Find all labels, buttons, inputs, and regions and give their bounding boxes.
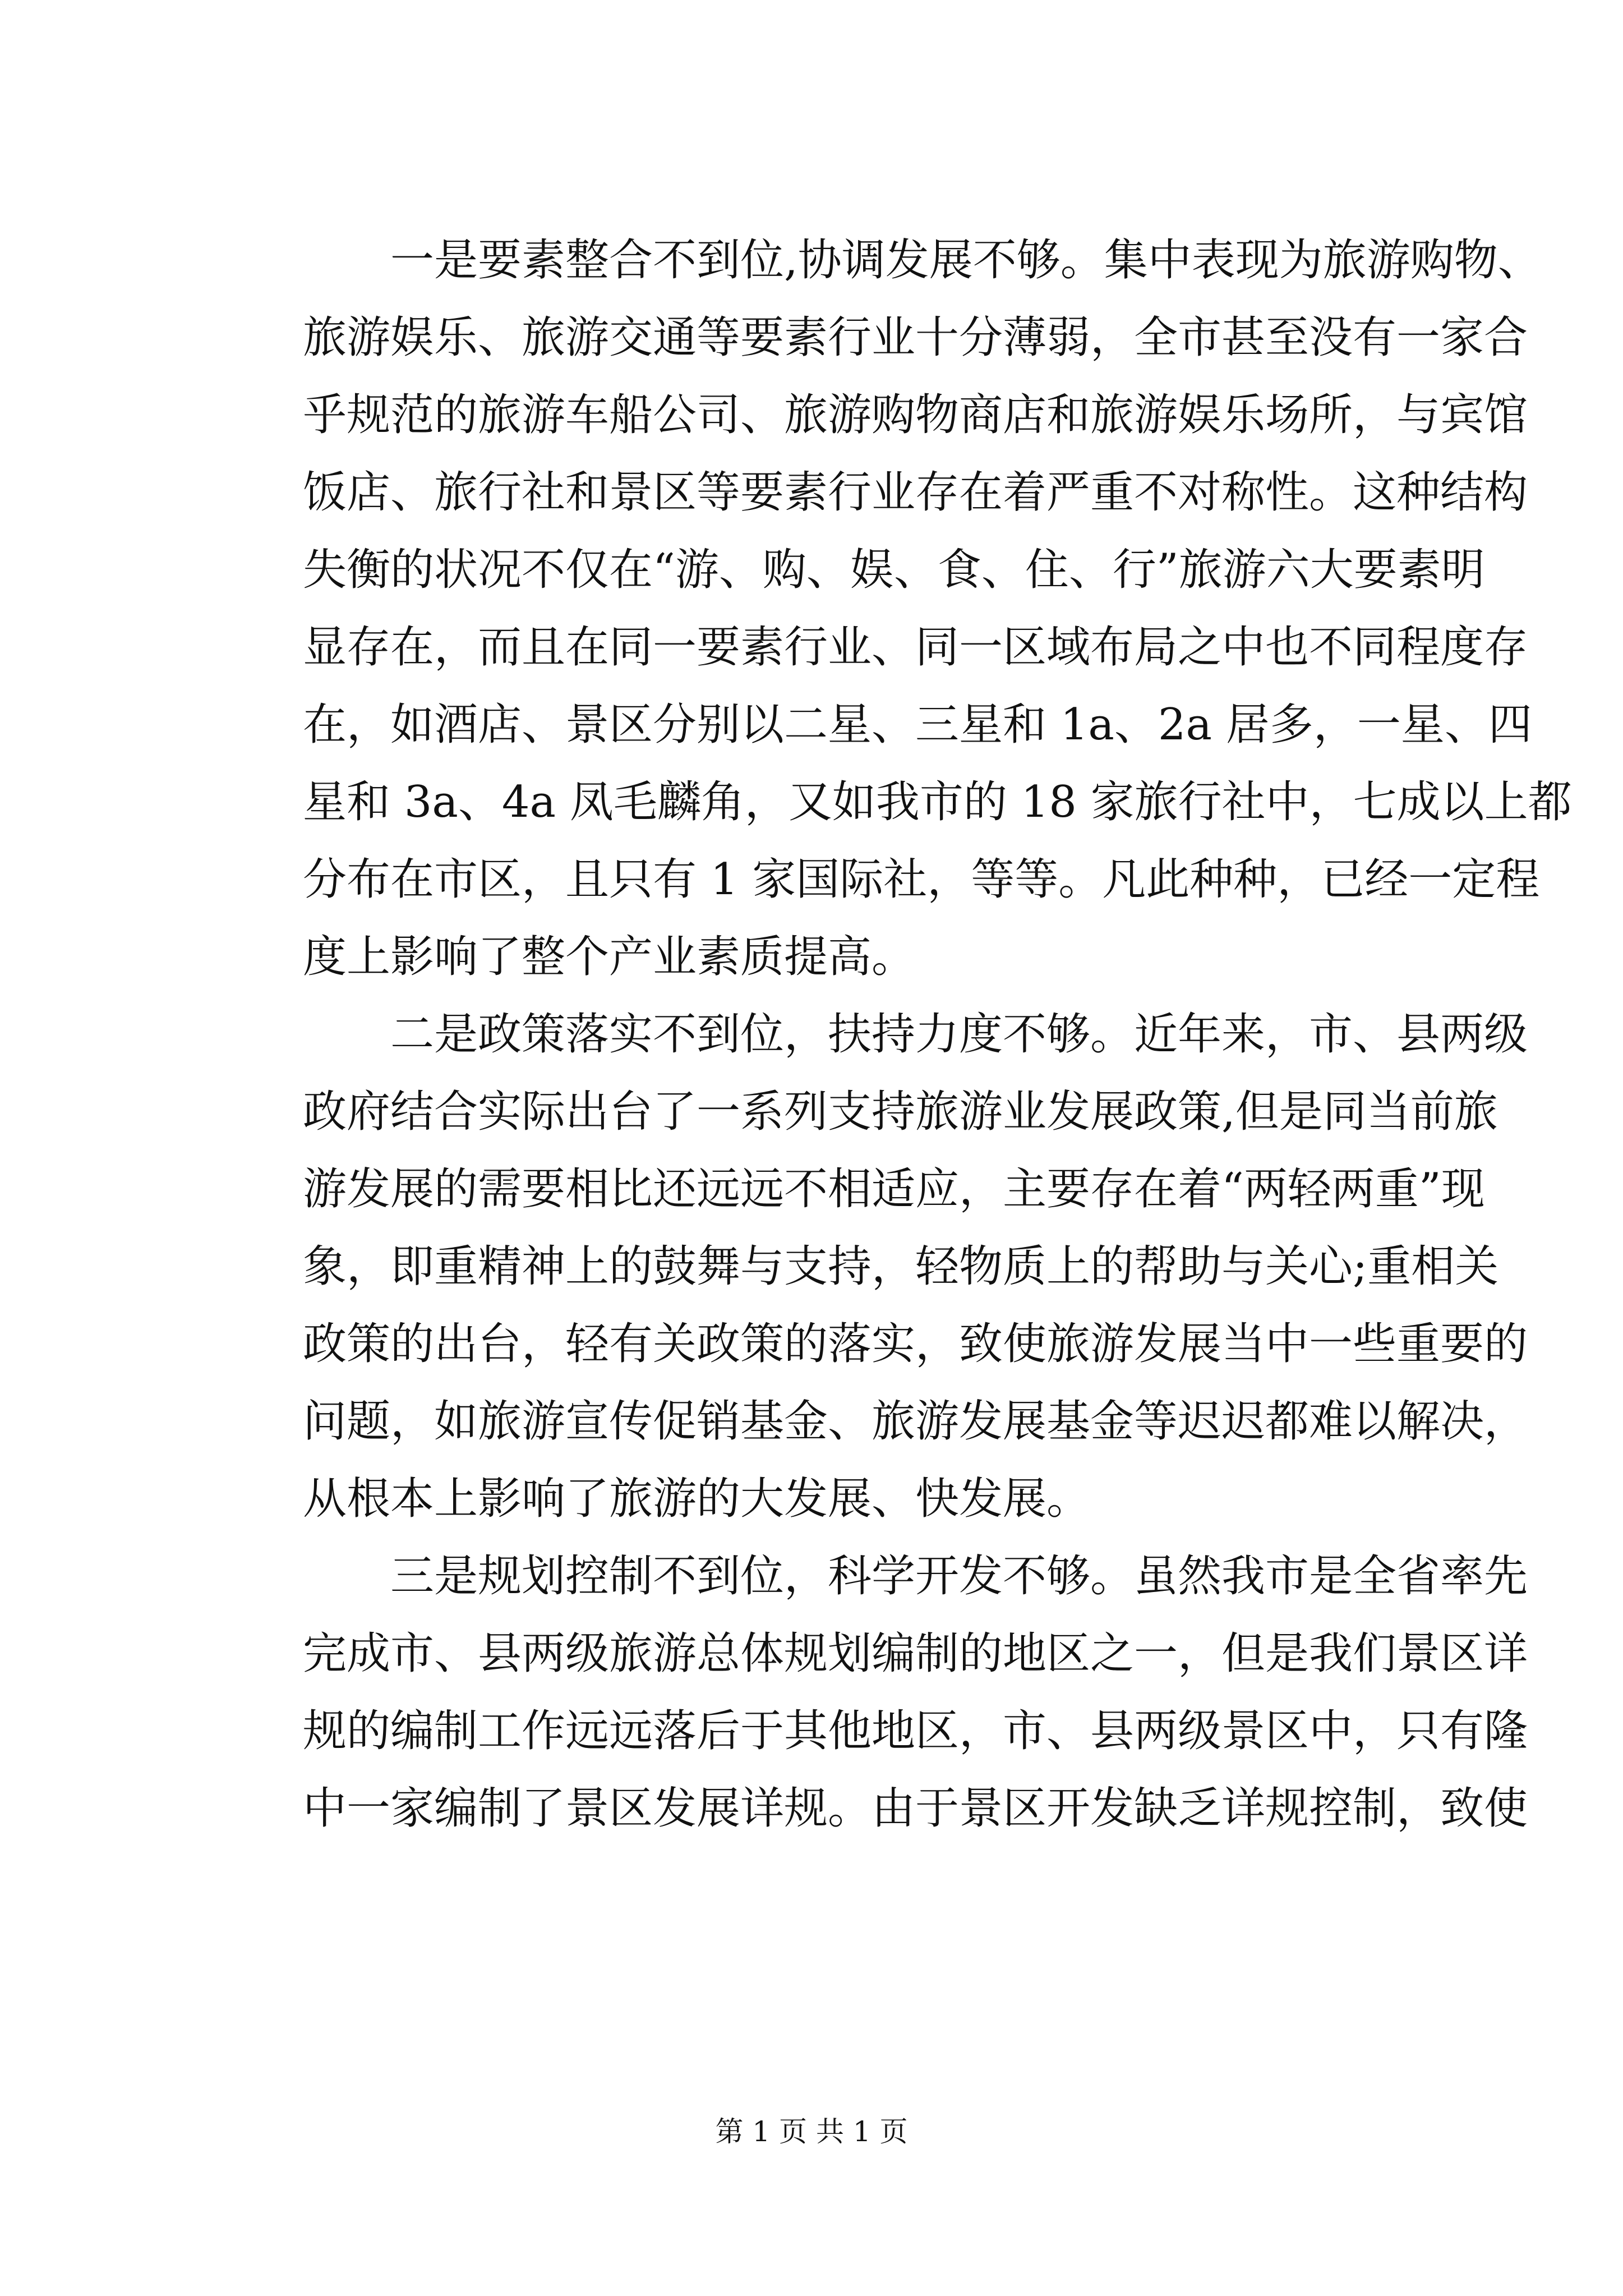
body-text bbox=[303, 222, 1572, 1847]
text-line: 度上影响了整个产业素质提高。 bbox=[303, 932, 916, 982]
paragraph-1 bbox=[303, 222, 1572, 996]
text-line: 政府结合实际出台了一系列支持旅游业发展政策,但是同当前旅 bbox=[303, 1087, 1498, 1137]
text-line: 完成市、县两级旅游总体规划编制的地区之一，但是我们景区详 bbox=[303, 1628, 1528, 1679]
paragraph-2 bbox=[303, 996, 1528, 1538]
text-line: 规的编制工作远远落后于其他地区，市、县两级景区中，只有隆 bbox=[303, 1706, 1528, 1756]
text-line: 星和 3a、4a 凤毛麟角，又如我市的 18 家旅行社中，七成以上都 bbox=[303, 777, 1572, 827]
text-line: 从根本上影响了旅游的大发展、快发展。 bbox=[303, 1474, 1091, 1524]
text-line: 中一家编制了景区发展详规。由于景区开发缺乏详规控制，致使 bbox=[303, 1783, 1528, 1834]
text-line: 分布在市区，且只有 1 家国际社，等等。凡此种种，已经一定程 bbox=[303, 854, 1540, 905]
text-line: 乎规范的旅游车船公司、旅游购物商店和旅游娱乐场所，与宾馆 bbox=[303, 390, 1528, 440]
text-line: 二是政策落实不到位，扶持力度不够。近年来，市、县两级 bbox=[390, 1009, 1528, 1060]
page-footer: 第 1 页 共 1 页 bbox=[715, 2115, 908, 2148]
text-line: 在，如酒店、景区分别以二星、三星和 1a、2a 居多，一星、四 bbox=[303, 700, 1532, 750]
text-line: 象，即重精神上的鼓舞与支持，轻物质上的帮助与关心;重相关 bbox=[303, 1241, 1499, 1292]
text-line: 显存在，而且在同一要素行业、同一区域布局之中也不同程度存 bbox=[303, 622, 1528, 673]
text-line: 一是要素整合不到位,协调发展不够。集中表现为旅游购物、 bbox=[390, 235, 1542, 286]
text-line: 政策的出台，轻有关政策的落实，致使旅游发展当中一些重要的 bbox=[303, 1319, 1528, 1369]
text-line: 游发展的需要相比还远远不相适应，主要存在着“两轻两重”现 bbox=[303, 1164, 1485, 1214]
text-line: 饭店、旅行社和景区等要素行业存在着严重不对称性。这种结构 bbox=[303, 467, 1528, 518]
text-line: 问题，如旅游宣传促销基金、旅游发展基金等迟迟都难以解决， bbox=[303, 1396, 1528, 1447]
paragraph-3 bbox=[303, 1538, 1528, 1847]
text-line: 旅游娱乐、旅游交通等要素行业十分薄弱，全市甚至没有一家合 bbox=[303, 312, 1528, 363]
text-line: 失衡的状况不仅在“游、购、娱、食、住、行”旅游六大要素明 bbox=[303, 545, 1485, 595]
text-line: 三是规划控制不到位，科学开发不够。虽然我市是全省率先 bbox=[390, 1551, 1528, 1602]
